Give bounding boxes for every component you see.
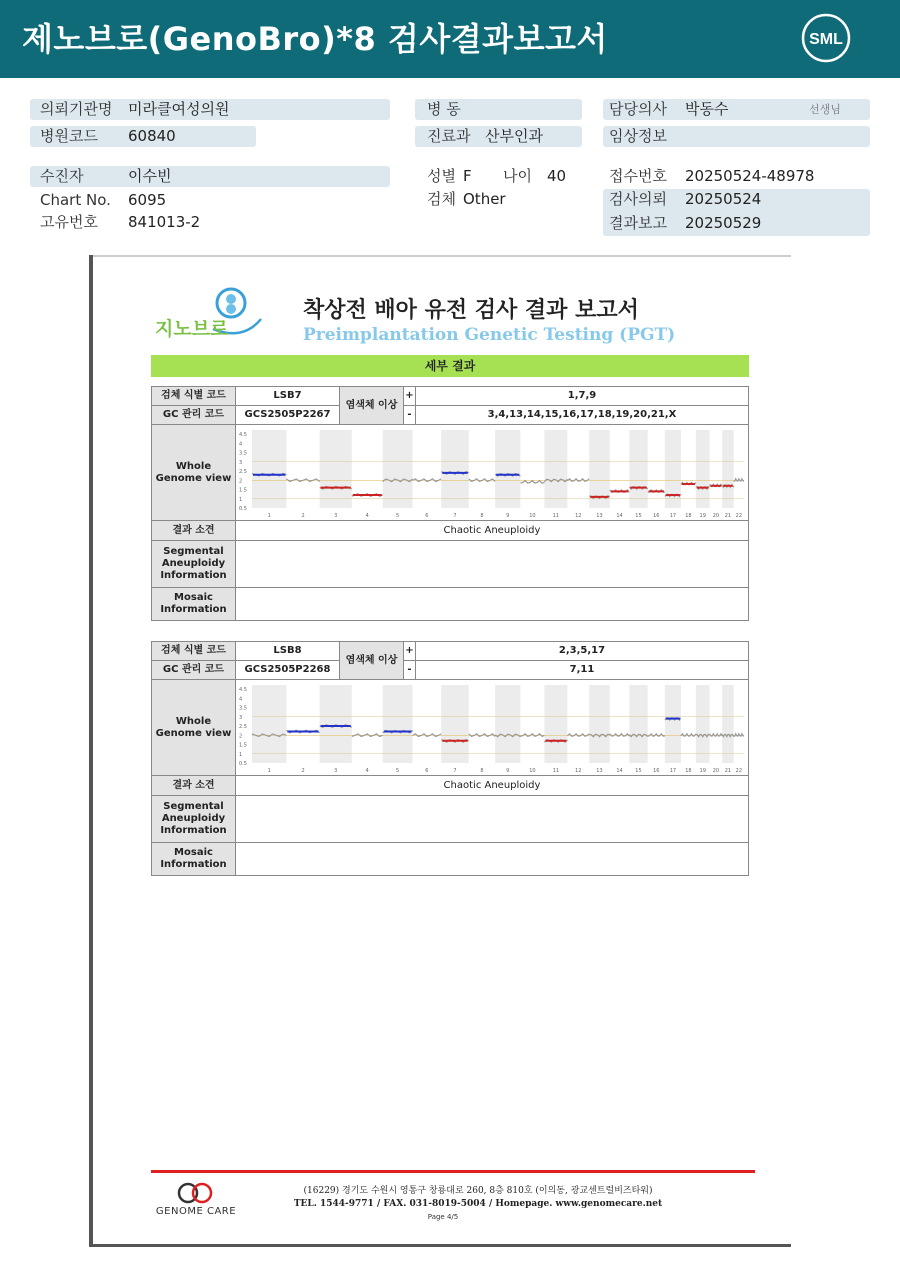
specimen-label: 검체: [427, 190, 456, 208]
copy-number-trace: [520, 480, 544, 483]
sample-id-label: 검체 식별 코드: [152, 642, 236, 661]
genobro-logo: [153, 285, 263, 345]
whole-genome-label: Whole Genome view: [152, 680, 236, 776]
report-title: 제노브로(GenoBro)*8 검사결과보고서: [22, 20, 608, 58]
findings-value: Chaotic Aneuploidy: [236, 776, 749, 796]
chromosome-label: 9: [506, 767, 510, 774]
chromosome-label: 10: [529, 767, 536, 774]
chromosome-band: [495, 685, 520, 763]
whole-genome-chart-2: [236, 680, 749, 776]
y-tick-label: 3: [239, 459, 243, 466]
department-value: 산부인과: [485, 127, 543, 145]
unique-no-value: 841013-2: [128, 213, 201, 231]
chromosome-label: 5: [396, 767, 400, 774]
report-date-label: 결과보고: [609, 214, 667, 232]
gain-chromosomes: 2,3,5,17: [416, 642, 749, 661]
sample-table-1: [151, 386, 749, 621]
chromosome-band: [629, 685, 647, 763]
department-label: 진료과: [427, 127, 471, 145]
y-tick-label: 0.5: [239, 760, 247, 767]
chromosome-label: 2: [301, 512, 305, 519]
whole-genome-label: Whole Genome view: [152, 425, 236, 521]
y-tick-label: 0.5: [239, 505, 247, 512]
receipt-no-label: 접수번호: [609, 167, 667, 185]
chromosome-label: 1: [267, 512, 271, 519]
chromosome-band: [629, 430, 647, 508]
copy-number-trace: [734, 733, 744, 735]
chromosome-label: 9: [506, 512, 510, 519]
receipt-no-value: 20250524-48978: [685, 167, 815, 185]
chromosome-label: 15: [635, 767, 642, 774]
chromosome-band: [696, 430, 710, 508]
request-date-value: 20250524: [685, 190, 762, 208]
mosaic-value: [236, 588, 749, 621]
chromosome-band: [252, 430, 286, 508]
gain-chromosomes: 1,7,9: [416, 387, 749, 406]
chromosome-label: 8: [480, 512, 484, 519]
chromosome-band: [722, 685, 733, 763]
chromosome-label: 6: [425, 767, 429, 774]
y-tick-label: 4: [239, 695, 243, 702]
patient-name-label: 수진자: [40, 167, 84, 185]
hospital-code-row: [30, 126, 256, 147]
footer-address: [243, 1185, 713, 1211]
sample-id-value: LSB8: [236, 642, 340, 661]
chromosome-label: 22: [735, 767, 743, 774]
sex-label: 성별: [427, 167, 456, 185]
loss-chromosomes: 3,4,13,14,15,16,17,18,19,20,21,X: [416, 406, 749, 425]
segmental-label: Segmental Aneuploidy Information: [152, 796, 236, 843]
report-date-value: 20250529: [685, 214, 762, 232]
chromosome-band: [544, 430, 567, 508]
chromosome-label: 7: [453, 767, 457, 774]
sex-age-row: [415, 166, 595, 187]
institution-value: 미라클여성의원: [128, 100, 230, 118]
chrom-abn-label: 염색체 이상: [340, 642, 404, 680]
chromosome-band: [665, 685, 681, 763]
chromosome-label: 14: [616, 512, 623, 519]
whole-genome-chart-1: [236, 425, 749, 521]
chrom-abn-label: 염색체 이상: [340, 387, 404, 425]
chromosome-label: 7: [453, 512, 457, 519]
y-tick-label: 3: [239, 714, 243, 721]
chromosome-label: 18: [685, 767, 692, 774]
doctor-suffix: 선생님: [809, 103, 841, 116]
copy-number-trace: [648, 733, 665, 735]
top-banner: [0, 0, 900, 78]
hospital-code-value: 60840: [128, 127, 176, 145]
institution-row: [30, 99, 390, 120]
chromosome-label: 16: [653, 767, 660, 774]
y-tick-label: 4.5: [239, 431, 247, 438]
report-english-title: Preimplantation Genetic Testing (PGT): [303, 325, 676, 345]
institution-label: 의뢰기관명: [40, 100, 113, 118]
request-date-label: 검사의뢰: [609, 190, 667, 208]
chromosome-label: 4: [365, 512, 369, 519]
genome-care-name: GENOME CARE: [155, 1206, 237, 1217]
chromosome-band: [589, 685, 610, 763]
chromosome-label: 1: [267, 767, 271, 774]
segmental-value: [236, 796, 749, 843]
chromosome-band: [696, 685, 710, 763]
chromosome-band: [320, 685, 352, 763]
chart-no-row: [30, 190, 390, 211]
gc-code-value: GCS2505P2267: [236, 406, 340, 425]
sample-id-value: LSB7: [236, 387, 340, 406]
chromosome-label: 22: [735, 512, 743, 519]
mosaic-label: Mosaic Information: [152, 588, 236, 621]
doctor-value: 박동수: [685, 100, 729, 118]
chromosome-label: 12: [575, 767, 582, 774]
findings-label: 결과 소견: [152, 776, 236, 796]
chromosome-band: [383, 685, 413, 763]
sex-value: F: [463, 167, 472, 185]
report-page: [89, 255, 791, 1247]
chromosome-band: [320, 430, 352, 508]
patient-name-value: 이수빈: [128, 167, 172, 185]
page-edge: [93, 255, 791, 257]
findings-value: Chaotic Aneuploidy: [236, 521, 749, 541]
hospital-code-label: 병원코드: [40, 127, 98, 145]
page-number: Page 4/5: [427, 1213, 459, 1221]
chromosome-label: 14: [616, 767, 623, 774]
ward-label: 병 동: [427, 100, 461, 118]
department-row: [415, 126, 582, 147]
age-label: 나이: [503, 167, 532, 185]
loss-sign: -: [404, 406, 416, 425]
y-tick-label: 2: [239, 732, 243, 739]
chromosome-label: 4: [365, 767, 369, 774]
chromosome-label: 2: [301, 767, 305, 774]
chromosome-label: 13: [596, 767, 603, 774]
cnv-plot-2: [236, 681, 750, 775]
chromosome-band: [441, 685, 469, 763]
gc-code-value: GCS2505P2268: [236, 661, 340, 680]
specimen-value: Other: [463, 190, 506, 208]
loss-chromosomes: 7,11: [416, 661, 749, 680]
chromosome-label: 17: [669, 512, 677, 519]
chromosome-label: 19: [699, 767, 706, 774]
ward-row: [415, 99, 582, 120]
sample-id-label: 검체 식별 코드: [152, 387, 236, 406]
clinical-info-row: [603, 126, 870, 147]
chromosome-band: [252, 685, 286, 763]
chart-no-value: 6095: [128, 191, 167, 209]
chromosome-band: [441, 430, 469, 508]
chromosome-label: 12: [575, 512, 582, 519]
gc-code-label: GC 관리 코드: [152, 661, 236, 680]
y-tick-label: 1.5: [239, 742, 247, 748]
chromosome-label: 8: [480, 767, 484, 774]
chromosome-label: 10: [529, 512, 536, 519]
doctor-label: 담당의사: [609, 100, 667, 118]
svg-text:SML: SML: [809, 31, 843, 48]
mosaic-label: Mosaic Information: [152, 843, 236, 876]
patient-name-row: [30, 166, 390, 187]
copy-number-trace: [681, 733, 696, 735]
chromosome-label: 21: [724, 512, 732, 519]
specimen-row: [415, 189, 595, 210]
chromosome-band: [544, 685, 567, 763]
chromosome-label: 21: [724, 767, 732, 774]
doctor-row: [603, 99, 870, 120]
y-tick-label: 4: [239, 440, 243, 447]
y-tick-label: 1: [239, 751, 243, 758]
loss-sign: -: [404, 661, 416, 680]
chromosome-label: 20: [712, 767, 720, 774]
copy-number-trace: [734, 478, 744, 480]
chromosome-label: 17: [669, 767, 677, 774]
gc-code-label: GC 관리 코드: [152, 406, 236, 425]
dates-block: [603, 189, 870, 236]
sample-table-2: [151, 641, 749, 876]
chromosome-label: 15: [635, 512, 642, 519]
report-main-title: 착상전 배아 유전 검사 결과 보고서: [303, 298, 639, 323]
y-tick-label: 4.5: [239, 686, 247, 693]
chromosome-label: 11: [552, 767, 560, 774]
receipt-no-row: [603, 166, 870, 187]
y-tick-label: 3.5: [239, 705, 247, 711]
chromosome-band: [495, 430, 520, 508]
chromosome-band: [383, 430, 413, 508]
chromosome-label: 11: [552, 512, 560, 519]
findings-label: 결과 소견: [152, 521, 236, 541]
y-tick-label: 2: [239, 477, 243, 484]
y-tick-label: 2.5: [239, 468, 247, 475]
y-tick-label: 1: [239, 496, 243, 503]
gain-sign: +: [404, 387, 416, 406]
svg-text:지노브로: 지노브로: [155, 318, 229, 340]
chromosome-label: 5: [396, 512, 400, 519]
chart-no-label: Chart No.: [40, 191, 111, 209]
cnv-plot-1: [236, 426, 750, 520]
unique-no-label: 고유번호: [40, 213, 98, 231]
chromosome-label: 20: [712, 512, 720, 519]
chromosome-label: 19: [699, 512, 706, 519]
age-value: 40: [547, 167, 567, 185]
footer-divider: [151, 1170, 755, 1173]
chromosome-label: 6: [425, 512, 429, 519]
chromosome-label: 13: [596, 512, 603, 519]
chromosome-label: 18: [685, 512, 692, 519]
chromosome-label: 16: [653, 512, 660, 519]
gain-sign: +: [404, 642, 416, 661]
segmental-value: [236, 541, 749, 588]
chromosome-band: [722, 430, 733, 508]
chromosome-label: 3: [334, 767, 338, 774]
sml-logo: [800, 12, 852, 64]
chromosome-label: 3: [334, 512, 338, 519]
contact-line: TEL. 1544-9771 / FAX. 031-8019-5004 / Homepage. www.genomecare.net: [293, 1199, 663, 1209]
section-title-bar: 세부 결과: [151, 355, 749, 377]
copy-number-trace: [710, 733, 723, 735]
y-tick-label: 1.5: [239, 487, 247, 493]
y-tick-label: 3.5: [239, 450, 247, 456]
unique-no-row: [30, 212, 390, 233]
segmental-label: Segmental Aneuploidy Information: [152, 541, 236, 588]
clinical-info-label: 임상정보: [609, 127, 667, 145]
y-tick-label: 2.5: [239, 723, 247, 730]
mosaic-value: [236, 843, 749, 876]
address-line: (16229) 경기도 수원시 영통구 창룡대로 260, 8층 810호 (이의동, 광교센트럴비즈타워): [303, 1186, 653, 1196]
